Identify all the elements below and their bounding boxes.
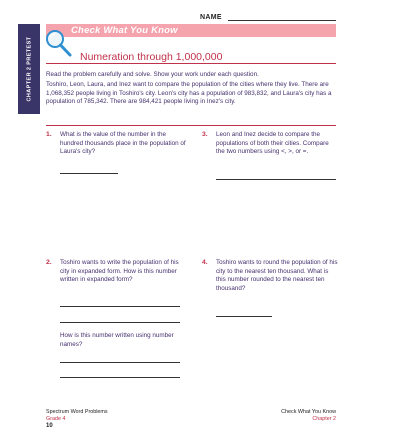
question-1 [46, 131, 186, 157]
problem-text: Toshiro, Leon, Laura, and Inez want to compare the population of the cities where they live. There are 1,068,352 people living in Toshiro's city. Leon's city has a population of 983,832, and Laura's city has a population of 785,342. There are 984,421 people living in Inez's city. [46, 81, 332, 106]
page-number: 10 [46, 423, 53, 429]
question-3 [202, 131, 342, 157]
question-number: 2. [46, 259, 52, 266]
question-text: What is the value of the number in the hundred thousands place in the population of Laura's city? [60, 131, 186, 156]
question-number: 3. [202, 131, 208, 138]
answer-line-q2b[interactable] [60, 322, 180, 323]
chapter-side-tab-label: CHAPTER 2 PRETEST [26, 36, 32, 102]
question-text: Toshiro wants to round the population of his city to the nearest ten thousand. What is this number rounded to the nearest ten thousand? [216, 259, 338, 292]
answer-line-q1[interactable] [60, 173, 118, 174]
answer-line-q2c[interactable] [60, 362, 180, 363]
footer-section: Check What You Know [281, 409, 336, 415]
answer-line-q3[interactable] [216, 179, 336, 180]
name-answer-line[interactable] [228, 20, 336, 21]
chapter-side-tab-text-wrap [18, 24, 40, 114]
question-number: 4. [202, 259, 208, 266]
section-subtitle: Numeration through 1,000,000 [80, 51, 223, 63]
instructions-text: Read the problem carefully and solve. Show your work under each question. [46, 71, 259, 78]
question-4 [202, 259, 342, 293]
magnifying-glass-icon [44, 29, 74, 59]
answer-line-q2a[interactable] [60, 306, 180, 307]
answer-line-q4[interactable] [216, 316, 272, 317]
footer-grade: Grade 4 [46, 416, 66, 422]
question-text: Leon and Inez decide to compare the populations of both their cities. Compare the two numbers using <, >, or =. [216, 131, 329, 156]
question-text: Toshiro wants to write the population of his city in expanded form. How is this number written in expanded form? [60, 259, 179, 284]
section-divider [46, 125, 336, 126]
question-2 [46, 259, 186, 285]
answer-line-q2d[interactable] [60, 377, 180, 378]
subtitle-rule [46, 63, 336, 64]
footer-chapter: Chapter 2 [312, 416, 336, 422]
question-2-followup: How is this number written using number names? [60, 332, 174, 348]
question-number: 1. [46, 131, 52, 138]
footer-book-title: Spectrum Word Problems [46, 409, 108, 415]
name-label: NAME [200, 14, 222, 21]
banner-title: Check What You Know [71, 25, 178, 36]
